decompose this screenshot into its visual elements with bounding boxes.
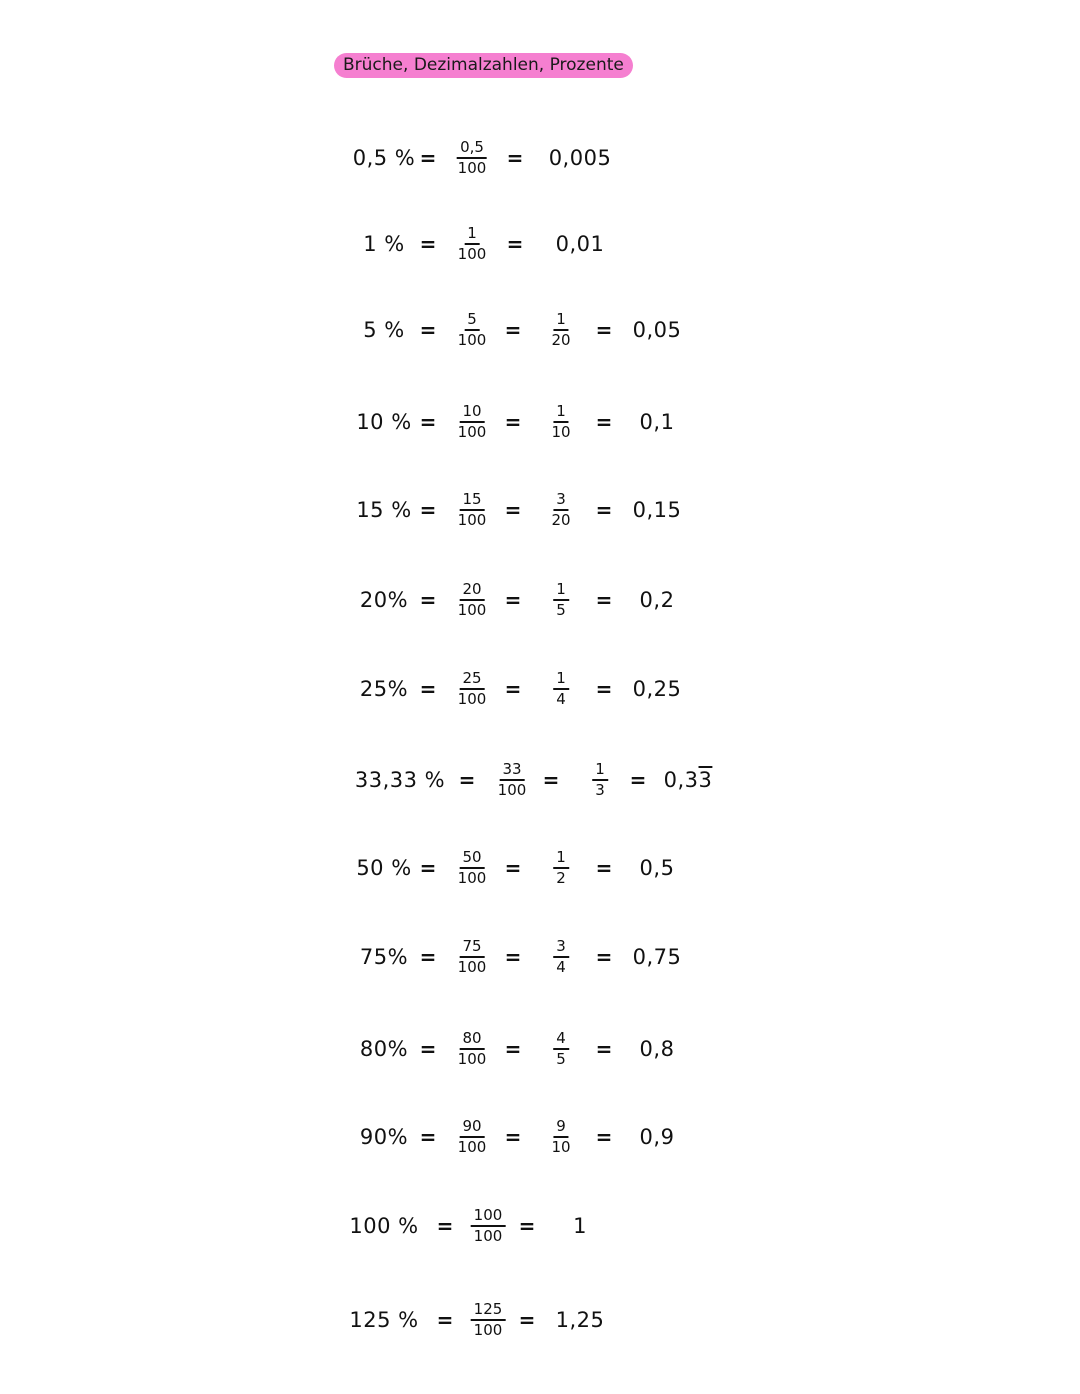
- conversion-row: [0, 300, 1080, 360]
- denominator: 100: [497, 781, 527, 799]
- equals-sign: =: [458, 768, 476, 792]
- denominator: 100: [457, 511, 487, 529]
- conversion-row: [0, 392, 1080, 452]
- denominator: 100: [457, 601, 487, 619]
- percent-value: 90%: [359, 1125, 409, 1149]
- equals-sign: =: [518, 1308, 536, 1332]
- denominator: 100: [457, 1138, 487, 1156]
- fraction-per-hundred: [455, 311, 490, 349]
- numerator: 1: [553, 849, 569, 869]
- equals-sign: =: [436, 1308, 454, 1332]
- denominator: 5: [556, 601, 566, 619]
- equals-sign: =: [419, 1037, 437, 1061]
- numerator: 100: [471, 1207, 506, 1227]
- decimal-value: 0,25: [632, 677, 682, 701]
- simplified-fraction: [548, 1118, 573, 1156]
- equals-sign: =: [504, 945, 522, 969]
- equals-sign: =: [595, 318, 613, 342]
- equals-sign: =: [504, 856, 522, 880]
- equals-sign: =: [506, 146, 524, 170]
- fraction-per-hundred: [455, 849, 490, 887]
- numerator: 1: [553, 670, 569, 690]
- decimal-value: 0,33: [663, 768, 713, 792]
- fraction-per-hundred: [455, 491, 490, 529]
- numerator: 4: [553, 1030, 569, 1050]
- denominator: 100: [457, 423, 487, 441]
- equals-sign: =: [419, 146, 437, 170]
- equals-sign: =: [595, 945, 613, 969]
- equals-sign: =: [504, 318, 522, 342]
- equals-sign: =: [504, 588, 522, 612]
- fraction-per-hundred: [455, 139, 490, 177]
- numerator: 10: [459, 403, 484, 423]
- fraction-per-hundred: [455, 1118, 490, 1156]
- conversion-row: [0, 480, 1080, 540]
- numerator: 125: [471, 1301, 506, 1321]
- conversion-row: [0, 750, 1080, 810]
- fraction-per-hundred: [455, 225, 490, 263]
- percent-value: 0,5 %: [352, 146, 416, 170]
- denominator: 100: [473, 1321, 503, 1339]
- simplified-fraction: [553, 938, 569, 976]
- percent-value: 50 %: [356, 856, 412, 880]
- equals-sign: =: [419, 318, 437, 342]
- equals-sign: =: [629, 768, 647, 792]
- equals-sign: =: [504, 1125, 522, 1149]
- numerator: 3: [553, 938, 569, 958]
- percent-value: 100 %: [349, 1214, 419, 1238]
- equals-sign: =: [419, 1125, 437, 1149]
- denominator: 20: [551, 511, 571, 529]
- conversion-row: [0, 214, 1080, 274]
- percent-value: 10 %: [356, 410, 412, 434]
- fraction-per-hundred: [471, 1301, 506, 1339]
- decimal-value: 0,5: [639, 856, 675, 880]
- decimal-value: 0,15: [632, 498, 682, 522]
- percent-value: 75%: [359, 945, 409, 969]
- percent-value: 25%: [359, 677, 409, 701]
- equals-sign: =: [595, 1125, 613, 1149]
- conversion-row: [0, 1290, 1080, 1350]
- decimal-value: 0,01: [555, 232, 605, 256]
- numerator: 1: [553, 403, 569, 423]
- equals-sign: =: [504, 498, 522, 522]
- equals-sign: =: [419, 588, 437, 612]
- numerator: 80: [459, 1030, 484, 1050]
- fraction-per-hundred: [455, 938, 490, 976]
- denominator: 2: [556, 869, 566, 887]
- equals-sign: =: [595, 677, 613, 701]
- decimal-value: 0,05: [632, 318, 682, 342]
- numerator: 50: [459, 849, 484, 869]
- denominator: 20: [551, 331, 571, 349]
- decimal-value: 0,2: [639, 588, 675, 612]
- simplified-fraction: [553, 1030, 569, 1068]
- equals-sign: =: [504, 677, 522, 701]
- repeating-digit: 3: [698, 768, 713, 792]
- numerator: 25: [459, 670, 484, 690]
- fraction-per-hundred: [471, 1207, 506, 1245]
- equals-sign: =: [436, 1214, 454, 1238]
- fraction-per-hundred: [455, 1030, 490, 1068]
- equals-sign: =: [506, 232, 524, 256]
- conversion-row: [0, 659, 1080, 719]
- conversion-row: [0, 128, 1080, 188]
- equals-sign: =: [419, 498, 437, 522]
- fraction-per-hundred: [455, 581, 490, 619]
- fraction-per-hundred: [455, 403, 490, 441]
- percent-value: 5 %: [363, 318, 405, 342]
- numerator: 1: [464, 225, 480, 245]
- denominator: 100: [457, 690, 487, 708]
- denominator: 100: [473, 1227, 503, 1245]
- numerator: 3: [553, 491, 569, 511]
- page-title: Brüche, Dezimalzahlen, Prozente: [334, 53, 633, 78]
- conversion-row: [0, 1196, 1080, 1256]
- numerator: 15: [459, 491, 484, 511]
- decimal-value: 0,1: [639, 410, 675, 434]
- simplified-fraction: [548, 311, 573, 349]
- denominator: 100: [457, 958, 487, 976]
- numerator: 75: [459, 938, 484, 958]
- equals-sign: =: [542, 768, 560, 792]
- equals-sign: =: [419, 856, 437, 880]
- equals-sign: =: [419, 945, 437, 969]
- simplified-fraction: [592, 761, 608, 799]
- numerator: 5: [464, 311, 480, 331]
- denominator: 100: [457, 245, 487, 263]
- conversion-row: [0, 927, 1080, 987]
- decimal-value: 0,005: [548, 146, 612, 170]
- denominator: 10: [551, 423, 571, 441]
- decimal-value: 1,25: [555, 1308, 605, 1332]
- conversion-row: [0, 1019, 1080, 1079]
- denominator: 100: [457, 159, 487, 177]
- denominator: 4: [556, 690, 566, 708]
- equals-sign: =: [595, 1037, 613, 1061]
- numerator: 20: [459, 581, 484, 601]
- fraction-per-hundred: [455, 670, 490, 708]
- numerator: 0,5: [457, 139, 487, 159]
- equals-sign: =: [504, 1037, 522, 1061]
- equals-sign: =: [518, 1214, 536, 1238]
- simplified-fraction: [553, 581, 569, 619]
- denominator: 100: [457, 869, 487, 887]
- equals-sign: =: [419, 677, 437, 701]
- numerator: 1: [592, 761, 608, 781]
- denominator: 5: [556, 1050, 566, 1068]
- denominator: 10: [551, 1138, 571, 1156]
- denominator: 100: [457, 331, 487, 349]
- equals-sign: =: [419, 410, 437, 434]
- numerator: 90: [459, 1118, 484, 1138]
- denominator: 100: [457, 1050, 487, 1068]
- denominator: 3: [595, 781, 605, 799]
- equals-sign: =: [595, 498, 613, 522]
- percent-value: 80%: [359, 1037, 409, 1061]
- conversion-row: [0, 570, 1080, 630]
- percent-value: 33,33 %: [354, 768, 446, 792]
- decimal-value: 0,75: [632, 945, 682, 969]
- percent-value: 15 %: [356, 498, 412, 522]
- fraction-per-hundred: [495, 761, 530, 799]
- simplified-fraction: [553, 670, 569, 708]
- simplified-fraction: [548, 491, 573, 529]
- decimal-value: 0,8: [639, 1037, 675, 1061]
- equals-sign: =: [595, 856, 613, 880]
- equals-sign: =: [595, 588, 613, 612]
- decimal-value: 0,9: [639, 1125, 675, 1149]
- equals-sign: =: [595, 410, 613, 434]
- denominator: 4: [556, 958, 566, 976]
- numerator: 9: [553, 1118, 569, 1138]
- simplified-fraction: [548, 403, 573, 441]
- simplified-fraction: [553, 849, 569, 887]
- percent-value: 1 %: [363, 232, 405, 256]
- percent-value: 20%: [359, 588, 409, 612]
- numerator: 33: [499, 761, 524, 781]
- equals-sign: =: [419, 232, 437, 256]
- conversion-row: [0, 838, 1080, 898]
- conversion-row: [0, 1107, 1080, 1167]
- numerator: 1: [553, 311, 569, 331]
- equals-sign: =: [504, 410, 522, 434]
- percent-value: 125 %: [349, 1308, 419, 1332]
- decimal-value: 1: [573, 1214, 587, 1238]
- numerator: 1: [553, 581, 569, 601]
